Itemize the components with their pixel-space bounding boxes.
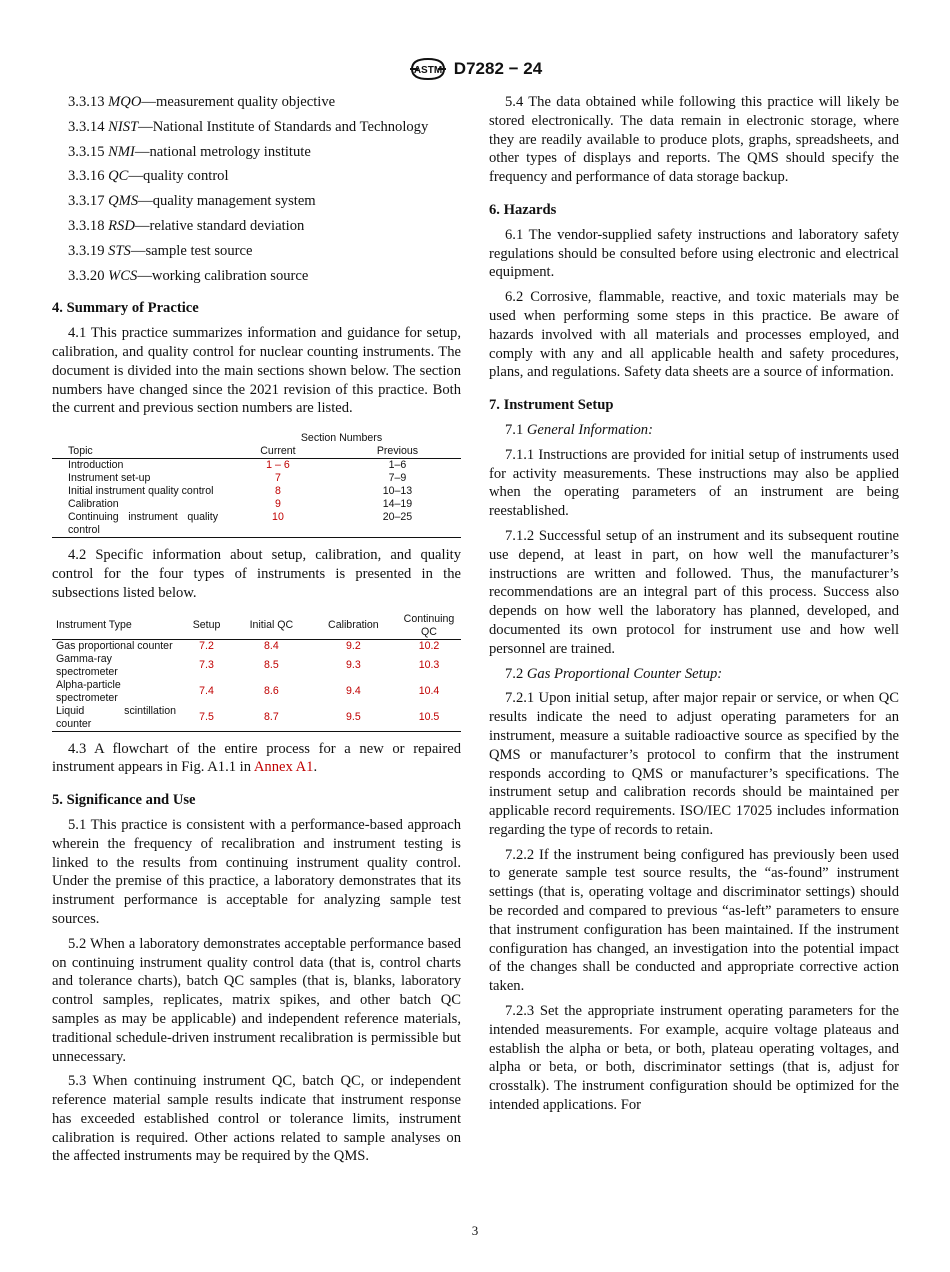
col-header: Instrument Type <box>52 613 180 640</box>
cell-cont[interactable]: 10.2 <box>418 639 440 652</box>
cell-previous: 14–19 <box>382 498 413 511</box>
table-row <box>52 679 461 705</box>
cell-type: Gas proportional counter <box>56 639 173 652</box>
cell-type: Liquid scintillation counter <box>52 705 180 732</box>
cell-cal[interactable]: 9.3 <box>346 659 361 672</box>
annex-a1-link[interactable]: Annex A1 <box>253 759 314 776</box>
right-column <box>489 93 899 1121</box>
cell-type: Alpha-particle spectrometer <box>56 678 121 704</box>
cell-cont[interactable]: 10.3 <box>418 659 440 672</box>
definition-item: 3.3.18 RSD—relative standard deviation <box>68 217 305 234</box>
svg-text:ASTM: ASTM <box>413 65 442 76</box>
col-header: Setup <box>180 613 233 640</box>
cell-previous: 1–6 <box>388 459 407 472</box>
table-row <box>52 485 461 498</box>
definition-item: 3.3.19 STS—sample test source <box>68 242 253 259</box>
table-row <box>52 653 461 679</box>
para-5-3: 5.3 When continuing instrument QC, batch QC, or independent reference material sample results indicate that instrument response has exceeded established control or tolerance limits, instrument calibration is required. Other actions related to sample analyses on the affected instruments may be required by the QMS. <box>52 1073 461 1165</box>
cell-current[interactable]: 10 <box>222 511 334 538</box>
para-5-2: 5.2 When a laboratory demonstrates acceptable performance based on continuing instrument quality control data (that is, control charts and tolerance charts), batch QC samples (that is, blanks, laboratory control samples, replicates, matrix spikes, and other batch QC samples as may be applicable) and independent reference materials, traditional schedule-driven instrument recalibration is permissible but unnecessary. <box>52 935 461 1065</box>
para-4-3: 4.3 A flowchart of the entire process for a new or repaired instrument appears in Fig. A1.1 in Annex A1. <box>52 740 461 776</box>
cell-previous: 20–25 <box>334 511 461 538</box>
cell-type: Gamma-ray spectrometer <box>56 652 118 678</box>
section-numbers-header: Section Numbers <box>300 432 383 445</box>
cell-previous: 7–9 <box>388 472 407 485</box>
left-column <box>52 93 461 1172</box>
cell-setup[interactable]: 7.3 <box>199 659 214 672</box>
page-number: 3 <box>471 1223 479 1238</box>
col-topic: Topic <box>52 445 222 459</box>
cell-topic: Calibration <box>68 498 119 511</box>
definitions-list <box>52 93 461 285</box>
cell-current[interactable]: 7 <box>274 472 281 485</box>
cell-initial[interactable]: 8.7 <box>233 705 310 732</box>
col-header: Continuing QC <box>397 613 461 640</box>
cell-topic: Instrument set-up <box>68 472 151 485</box>
para-7-1-1: 7.1.1 Instructions are provided for initial setup of instruments used for activity measurements. These instructions may also be applied when the operating parameters of an instrument are being reestablished. <box>489 446 899 520</box>
table-row <box>52 472 461 485</box>
para-7-2-3: 7.2.3 Set the appropriate instrument operating parameters for the intended measurements. For example, acquire voltage plateaus and establish the alpha or beta, or both, plateau operating voltages, and alpha or beta, or both, discriminator settings (that is, adjust for crosstalk). The instrument configuration should be optimized for the intended applications. For <box>489 1003 899 1114</box>
para-4-2: 4.2 Specific information about setup, calibration, and quality control for the four types of instruments is presented in the subsections listed below. <box>52 547 461 601</box>
cell-cal[interactable]: 9.4 <box>346 685 361 698</box>
para-5-1: 5.1 This practice is consistent with a performance-based approach wherein the frequency of recalibration and instrument testing is linked to the results from continuing instrument quality control. Under the premise of this practice, a laboratory demonstrates that its instrument performance is acceptable for analyzing sample test sources. <box>52 816 461 927</box>
subsection-7-1: 7.1 General Information: <box>505 421 653 438</box>
definition-item: 3.3.17 QMS—quality management system <box>68 193 316 210</box>
cell-topic: Continuing instrument quality control <box>52 511 222 538</box>
para-6-1: 6.1 The vendor-supplied safety instructions and laboratory safety regulations should be consulted before using electronic and electrical equipment. <box>489 226 899 281</box>
document-number: D7282 − 24 <box>453 59 543 78</box>
definition-item: 3.3.16 QC—quality control <box>68 168 229 185</box>
para-6-2: 6.2 Corrosive, flammable, reactive, and toxic materials may be used when performing some steps in this practice. Be aware of hazards involved with all materials and processes employed, and comply with any and all applicable health and safety procedures, plans, and regulations. Safety data sheets are a source of information. <box>489 289 899 381</box>
definition-item: 3.3.15 NMI—national metrology institute <box>68 143 311 160</box>
cell-setup[interactable]: 7.4 <box>199 685 214 698</box>
cell-topic: Initial instrument quality control <box>68 485 214 498</box>
cell-setup[interactable]: 7.5 <box>180 705 233 732</box>
section-6-heading: 6. Hazards <box>489 201 557 218</box>
table-row <box>52 511 461 538</box>
definition-item: 3.3.14 NIST—National Institute of Standards and Technology <box>68 118 429 135</box>
cell-cont[interactable]: 10.5 <box>397 705 461 732</box>
cell-current[interactable]: 1 – 6 <box>266 459 290 472</box>
instrument-subsections-table <box>52 613 461 732</box>
astm-logo-icon <box>408 56 448 82</box>
section-numbers-table <box>52 432 461 538</box>
cell-cal[interactable]: 9.5 <box>310 705 397 732</box>
section-4-heading: 4. Summary of Practice <box>52 300 199 317</box>
cell-cal[interactable]: 9.2 <box>346 639 361 652</box>
table-row <box>52 498 461 511</box>
col-previous: Previous <box>334 445 461 459</box>
para-4-1: 4.1 This practice summarizes information and guidance for setup, calibration, and quality control for nuclear counting instruments. The document is divided into the main sections shown below. The section numbers have changed since the 2021 revision of this practice. Both the current and previous section numbers are listed. <box>52 325 461 417</box>
definition-item: 3.3.13 MQO—measurement quality objective <box>68 94 336 110</box>
cell-cont[interactable]: 10.4 <box>418 685 440 698</box>
cell-setup[interactable]: 7.2 <box>199 639 214 652</box>
col-current: Current <box>222 445 334 459</box>
para-5-4: 5.4 The data obtained while following this practice will likely be stored electronically. The data remain in electronic storage, where they are readily available to produce plots, graphs, spreadsheets, and other types of displays and reports. The QMS should specify the frequency and performance of data storage backup. <box>489 94 899 186</box>
cell-current[interactable]: 8 <box>274 485 281 498</box>
section-7-heading: 7. Instrument Setup <box>489 397 614 414</box>
section-5-heading: 5. Significance and Use <box>52 792 196 809</box>
para-7-1-2: 7.1.2 Successful setup of an instrument and its subsequent routine use depend, at least in part, on how well the manufacturer’s instructions are written and followed. Thus, the manufacturer’s recommendations are an integral part of this process. Success also depends on how well the laboratory has planned, developed, and documented its own protocol for instrument use and how well personnel are trained. <box>489 527 899 657</box>
table-row <box>52 459 461 473</box>
cell-topic: Introduction <box>68 459 124 472</box>
cell-initial[interactable]: 8.5 <box>264 659 279 672</box>
cell-previous: 10–13 <box>382 485 413 498</box>
table-row <box>52 705 461 732</box>
para-7-2-2: 7.2.2 If the instrument being configured has previously been used to generate sample test source results, the “as-found” instrument settings (that is, operating voltage and discriminator settings) should be recorded and compared to previous “as-left” parameters to ensure that instrument configuration has been maintained. If the instrument configuration has changed, an investigation into the potential impact of the changes shall be conducted and appropriate corrective action taken. <box>489 846 899 995</box>
col-header: Initial QC <box>233 613 310 640</box>
table-row <box>52 639 461 653</box>
cell-initial[interactable]: 8.4 <box>264 639 279 652</box>
definition-item: 3.3.20 WCS—working calibration source <box>68 267 309 284</box>
subsection-7-2: 7.2 Gas Proportional Counter Setup: <box>505 665 723 682</box>
cell-initial[interactable]: 8.6 <box>264 685 279 698</box>
cell-current[interactable]: 9 <box>274 498 281 511</box>
para-7-2-1: 7.2.1 Upon initial setup, after major repair or service, or when QC results indicate the need to adjust operating parameters for an instrument, measure a suitable radioactive source as specified by the QMS or manufacturer’s protocol to confirm that the instrument responds according to QMS or manufacturer’s specifications. The instrument setup and calibration records should be maintained per applicable record requirements. ISO/IEC 17025 includes information regarding the type of records to retain. <box>489 690 899 838</box>
col-header: Calibration <box>310 613 397 640</box>
page-header <box>0 56 950 82</box>
